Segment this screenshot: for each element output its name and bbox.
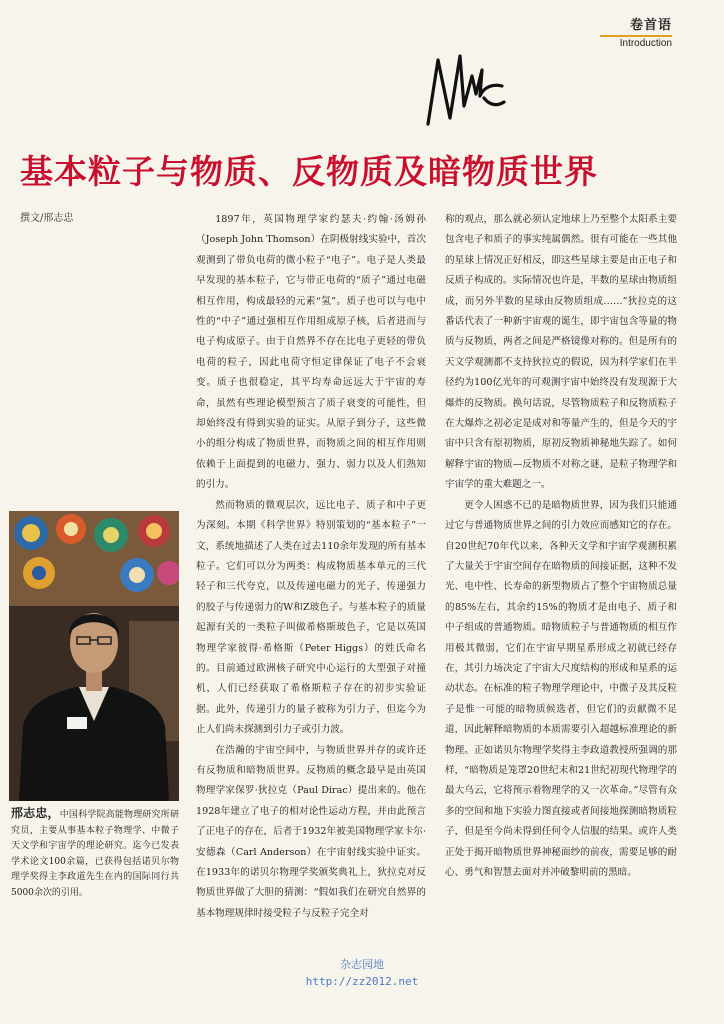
signature-handwriting xyxy=(420,46,510,136)
section-title-en: Introduction xyxy=(619,38,672,49)
paragraph: 更令人困惑不已的是暗物质世界，因为我们只能通过它与普通物质世界之间的引力效应而感知它的存在。自20世纪70年代以来，各种天文学和宇宙学观测积累了大量关于宇宙空间存在暗物质的间接证据，这种不发光、电中性、长寿命的新型物质占了整个宇宙物质总量的85%左右，其余约15%的物质才是由电子、质子和中子组成的普通物质。暗物质粒子与普通物质的相互作用极其微弱，它们在宇宙早期星系形成之初就已经存在，其引力场决定了宇宙大尺度结构的形成和星系的运动状态。在标准的粒子物理学理论中，中微子及其反粒子是惟一可能的暗物质候选者，但它们的贡献微不足道，因此解释暗物质的本质需要引入超越标准理论的新物理。正如诺贝尔物理学奖得主李政道教授所强调的那样，“暗物质是笼罩20世纪末和21世纪初现代物理学的最大乌云，它将预示着物理学的又一次革命。”尽管有众多的空间和地下实验力图直接或者间接地探测暗物质粒子，但是至今尚未得到任何令人信服的结果。或许人类正处于揭开暗物质世界神秘面纱的前夜，需要足够的耐心、勇气和智慧去面对并冲破黎明前的黑暗。 xyxy=(445,499,677,878)
paragraph: 然而物质的微观层次，远比电子、质子和中子更为深刻。本期《科学世界》特别策划的“基本粒子”一文，系统地描述了人类在过去110余年发现的所有基本粒子。它们可以分为两类：构成物质基本单元的三代轻子和三代夸克，以及传递电磁力的光子、传递强力的胶子与传递弱力的W和Z玻色子。与基本粒子的质量起源有关的一类粒子叫做希格斯玻色子，它是以英国物理学家彼得·希格斯（Peter Higgs）的姓氏命名的。目前通过欧洲核子研究中心运行的大型强子对撞机，人们已经获取了希格斯粒子存在的初步实验证据。此外，传递引力的量子被称为引力子，但迄今为止人们尚未探测到引力子或引力波。 xyxy=(196,499,426,736)
watermark xyxy=(0,956,724,988)
author-byline: 撰文/邢志忠 xyxy=(20,213,74,224)
paragraph: 称的观点，那么就必须认定地球上乃至整个太阳系主要包含电子和质子的事实纯属偶然。很有可能在一些其他的星球上情况正好相反，即这些星球主要是由正电子和反质子构成的。实际情况也许是，半数的星球由物质组成，而另外半数的星球由反物质组成……”狄拉克的这番话代表了一种新宇宙观的诞生，即宇宙包含等量的物质与反物质，两者之间是严格镜像对称的。但是所有的天文学观测都不支持狄拉克的假说，因为科学家们在半径约为100亿光年的可观测宇宙中始终没有发现源于大爆炸的反物质。换句话说，尽管物质粒子和反物质粒子在大爆炸之初必定是成对和等量产生的，但是今天的宇宙中只含有原初物质，原初反物质神秘地失踪了。如何解释宇宙的物质—反物质不对称之谜，是粒子物理学和宇宙学的重大难题之一。 xyxy=(445,214,677,491)
author-name: 邢志忠， xyxy=(11,806,60,820)
author-photo xyxy=(9,511,179,801)
author-caption xyxy=(11,806,179,901)
watermark-site-name: 杂志园地 xyxy=(340,958,384,971)
watermark-url: http://zz2012.net xyxy=(305,975,419,988)
article-column-1 xyxy=(196,210,426,924)
section-divider xyxy=(600,35,672,37)
section-header xyxy=(600,14,672,49)
article-column-2 xyxy=(445,210,677,883)
section-title-cn: 卷首语 xyxy=(629,18,672,33)
paragraph: 1897年，英国物理学家约瑟夫·约翰·汤姆孙（Joseph John Thomson）在阴极射线实验中，首次观测到了带负电荷的微小粒子“电子”。电子是人类最早发现的基本粒子，它与带正电荷的“质子”通过电磁相互作用，构成最轻的元素“氢”。质子也可以与电中性的“中子”通过强相互作用组成原子核，后者进而与电子构成原子。由于自然界不存在比电子更轻的带负电荷的粒子，因此电荷守恒定律保证了电子不会衰变。质子也很稳定，其平均寿命远远大于宇宙的寿命，虽然有些理论模型预言了质子衰变的可能性，但却始终没有得到实验的证实。从原子到分子，这些微小的组分构成了物质世界，而物质之间的相互作用则依赖于上面提到的电磁力、强力、弱力以及人们熟知的引力。 xyxy=(196,214,426,491)
paragraph: 在浩瀚的宇宙空间中，与物质世界并存的或许还有反物质和暗物质世界。反物质的概念最早是由英国物理学家保罗·狄拉克（Paul Dirac）提出来的。他在1928年建立了电子的相对论性运动方程，并由此预言了正电子的存在，后者于1932年被美国物理学家卡尔·安德森（Carl Anderson）在宇宙射线实验中证实。在1933年的诺贝尔物理学奖颁奖典礼上，狄拉克对反物质世界做了大胆的猜测：“假如我们在研究自然界的基本物理规律时接受粒子与反粒子完全对 xyxy=(196,744,426,919)
author-bio: 中国科学院高能物理研究所研究员，主要从事基本粒子物理学、中微子天文学和宇宙学的理论研究。迄今已发表学术论文100余篇，已获得包括诺贝尔物理学奖得主李政道先生在内的国际同行共5000余次的引用。 xyxy=(11,810,179,898)
page-title: 基本粒子与物质、反物质及暗物质世界 xyxy=(20,152,598,191)
